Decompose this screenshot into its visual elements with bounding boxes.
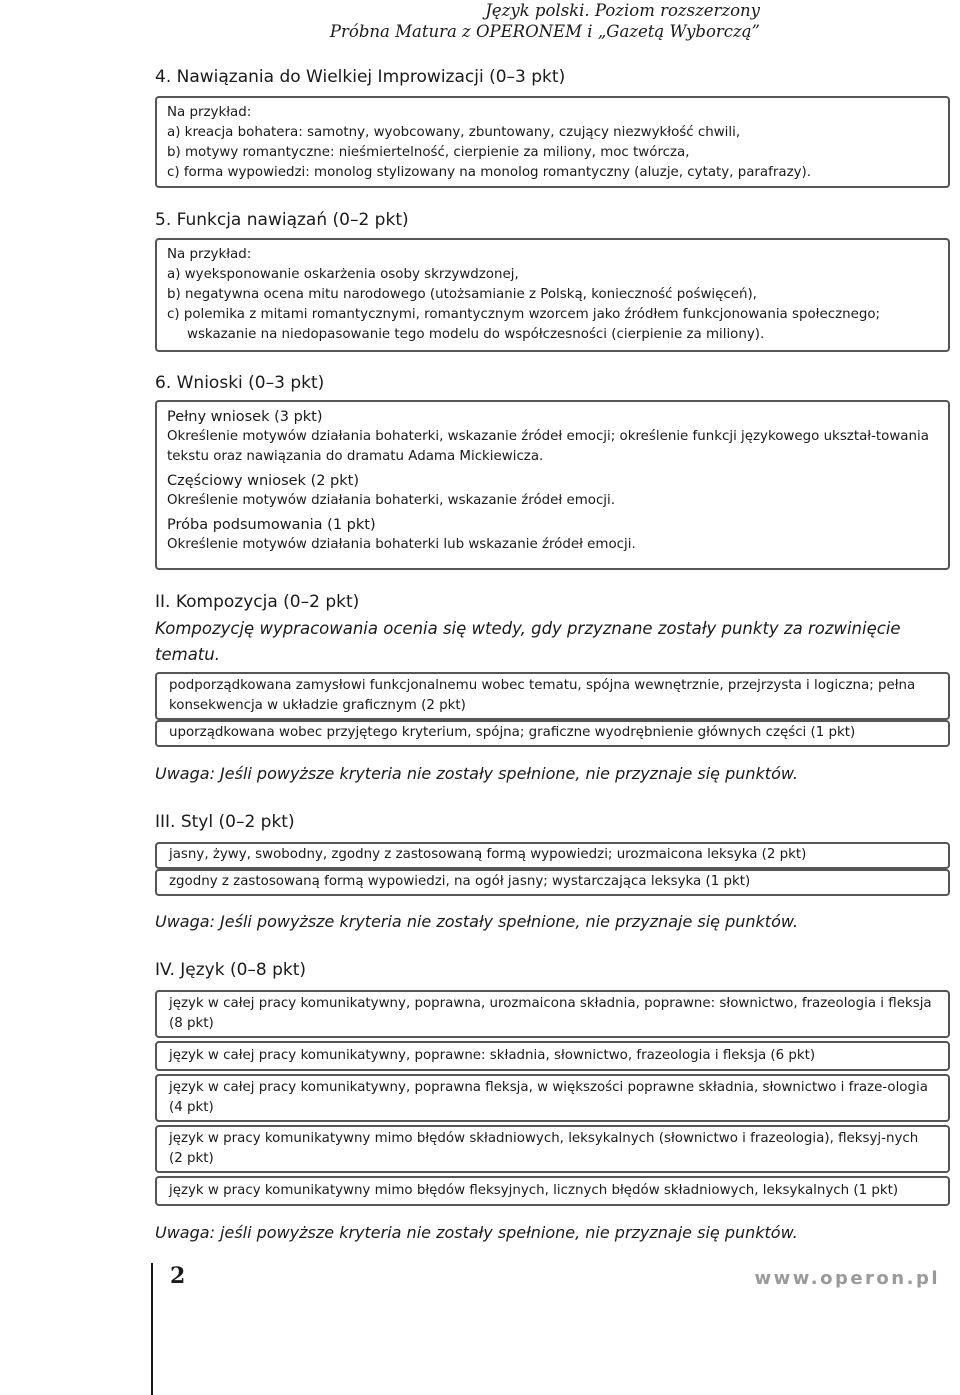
page-number: 2: [170, 1263, 186, 1289]
jezyk-criterion: język w pracy komunikatywny mimo błędów składniowych, leksykalnych (słownictwo i frazeologia), fleksyj-nych (2 pkt): [155, 1125, 950, 1173]
section-4-line: a) kreacja bohatera: samotny, wyobcowany, zbuntowany, czujący niezwykłość chwili,: [167, 125, 741, 140]
kompozycja-criterion: uporządkowana wobec przyjętego kryterium, spójna; graficzne wyodrębnienie głównych części (1 pkt): [155, 720, 950, 747]
jezyk-criterion: język w całej pracy komunikatywny, poprawna fleksja, w większości poprawne składnia, słownictwo i fraze-ologia (4 pkt): [155, 1074, 950, 1122]
section-5-line: c) polemika z mitami romantycznymi, romantycznym wzorcem jako źródłem funkcjonowania społecznego;: [167, 307, 881, 322]
section-6-full-text: Określenie motywów działania bohaterki, wskazanie źródeł emocji; określenie funkcji językowego ukształ-towania tekstu oraz nawiązania do dramatu Adama Mickiewicza.: [167, 429, 929, 464]
section-4-box: [155, 96, 950, 188]
section-5-line: Na przykład:: [167, 247, 252, 262]
section-4-line: b) motywy romantyczne: nieśmiertelność, cierpienie za miliony, moc twórcza,: [167, 145, 690, 160]
section-6-title: 6. Wnioski (0–3 pkt): [155, 373, 325, 393]
section-6-box: [155, 400, 950, 570]
styl-criterion: jasny, żywy, swobodny, zgodny z zastosowaną formą wypowiedzi; urozmaicona leksyka (2 pkt): [155, 842, 950, 869]
section-6-partial-text: Określenie motywów działania bohaterki, wskazanie źródeł emocji.: [167, 493, 616, 508]
section-4-line: c) forma wypowiedzi: monolog stylizowany na monolog romantyczny (aluzje, cytaty, parafrazy).: [167, 165, 811, 180]
footer-rule: [151, 1263, 153, 1395]
section-5-line: wskazanie na niedopasowanie tego modelu do współczesności (cierpienie za miliony).: [187, 327, 765, 342]
section-4-title: 4. Nawiązania do Wielkiej Improwizacji (0–3 pkt): [155, 67, 566, 87]
section-4-line: Na przykład:: [167, 105, 252, 120]
header-title: Język polski. Poziom rozszerzony: [485, 1, 760, 20]
section-6-attempt-text: Określenie motywów działania bohaterki lub wskazanie źródeł emocji.: [167, 537, 636, 552]
kompozycja-criterion: podporządkowana zamysłowi funkcjonalnemu wobec tematu, spójna wewnętrznie, przejrzysta i logiczna; pełna konsekwencja w układzie graficznym (2 pkt): [155, 672, 950, 720]
section-5-title: 5. Funkcja nawiązań (0–2 pkt): [155, 210, 409, 230]
kompozycja-title: II. Kompozycja (0–2 pkt): [155, 592, 360, 612]
section-5-line: b) negatywna ocena mitu narodowego (utożsamianie z Polską, konieczność poświęceń),: [167, 287, 757, 302]
styl-title: III. Styl (0–2 pkt): [155, 812, 295, 832]
header-subtitle: Próbna Matura z OPERONEM i „Gazetą Wyborczą”: [329, 22, 760, 41]
jezyk-criterion: język w całej pracy komunikatywny, poprawna, urozmaicona składnia, poprawne: słownictwo, frazeologia i fleksja (8 pkt): [155, 990, 950, 1038]
kompozycja-lead: Kompozycję wypracowania ocenia się wtedy, gdy przyznane zostały punkty za rozwinięcie tematu.: [155, 619, 901, 664]
website-url: www.operon.pl: [754, 1268, 940, 1289]
section-6-partial-heading: Częściowy wniosek (2 pkt): [167, 473, 359, 489]
section-5-box: [155, 238, 950, 352]
section-6-attempt-heading: Próba podsumowania (1 pkt): [167, 517, 376, 533]
jezyk-criterion: język w pracy komunikatywny mimo błędów fleksyjnych, licznych błędów składniowych, leksykalnych (1 pkt): [155, 1176, 950, 1206]
jezyk-note: Uwaga: jeśli powyższe kryteria nie zostały spełnione, nie przyznaje się punktów.: [155, 1223, 798, 1242]
page-header: [330, 0, 760, 42]
section-6-full-heading: Pełny wniosek (3 pkt): [167, 409, 323, 425]
kompozycja-note: Uwaga: Jeśli powyższe kryteria nie zostały spełnione, nie przyznaje się punktów.: [155, 764, 799, 783]
section-5-line: a) wyeksponowanie oskarżenia osoby skrzywdzonej,: [167, 267, 519, 282]
jezyk-title: IV. Język (0–8 pkt): [155, 960, 307, 980]
jezyk-criterion: język w całej pracy komunikatywny, poprawne: składnia, słownictwo, frazeologia i fleksja (6 pkt): [155, 1041, 950, 1071]
styl-note: Uwaga: Jeśli powyższe kryteria nie zostały spełnione, nie przyznaje się punktów.: [155, 912, 799, 931]
styl-criterion: zgodny z zastosowaną formą wypowiedzi, na ogół jasny; wystarczająca leksyka (1 pkt): [155, 869, 950, 896]
